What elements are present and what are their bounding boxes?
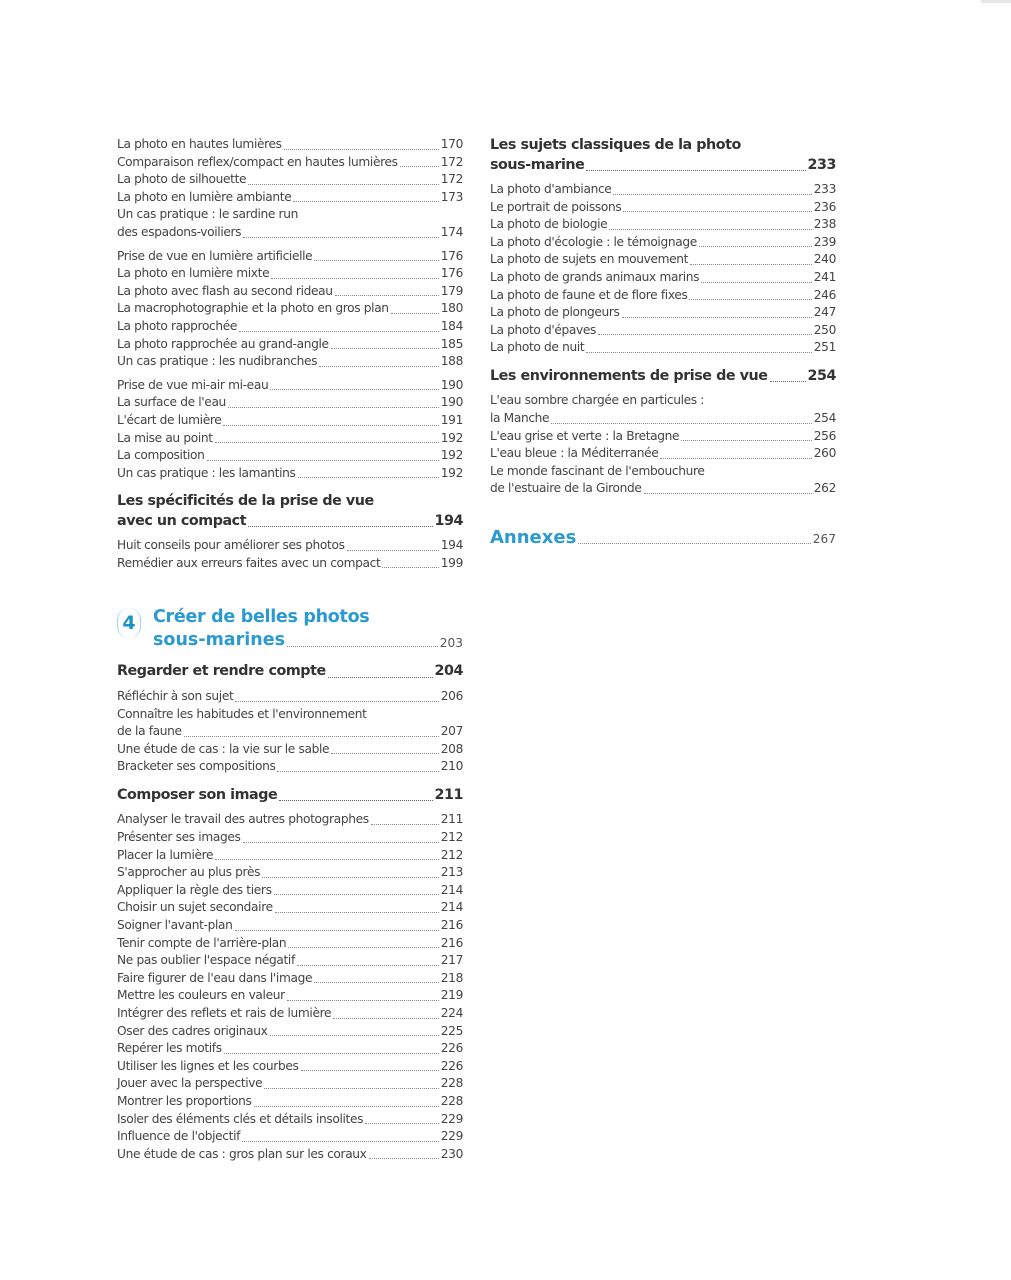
toc-group <box>117 688 463 776</box>
dot-leader <box>551 423 812 424</box>
page-number: 229 <box>440 1111 463 1126</box>
page-number: 246 <box>813 287 836 302</box>
toc-entry <box>490 304 836 322</box>
dot-leader <box>622 317 812 318</box>
page-number: 219 <box>440 988 463 1003</box>
page-number: 180 <box>440 301 463 316</box>
dot-leader <box>297 965 439 966</box>
page-number: 251 <box>813 340 836 355</box>
toc-entry-title: Soigner l'avant-plan <box>117 918 233 932</box>
toc-entry-title: La photo de grands animaux marins <box>490 269 700 284</box>
toc-entry-title-line: Le monde fascinant de l'embouchure <box>490 463 705 478</box>
page-number: 254 <box>813 411 836 426</box>
toc-section-heading <box>490 136 836 175</box>
dot-leader <box>347 550 439 551</box>
page-number: 194 <box>440 538 463 553</box>
page-number: 226 <box>440 1041 463 1056</box>
toc-entry-title: Huit conseils pour améliorer ses photos <box>117 538 345 553</box>
toc-entry <box>117 1058 463 1076</box>
toc-entry-title-line: Un cas pratique : le sardine run <box>117 207 298 222</box>
toc-entry <box>117 136 463 154</box>
toc-entry <box>117 206 463 241</box>
dot-leader <box>301 1070 439 1071</box>
toc-entry <box>117 1023 463 1041</box>
dot-leader <box>254 1106 439 1107</box>
page-number: 192 <box>440 448 463 463</box>
page-number: 224 <box>440 1005 463 1020</box>
toc-entry-title: Mettre les couleurs en valeur <box>117 988 285 1003</box>
toc-entry-title: Prise de vue en lumière artificielle <box>117 248 313 263</box>
toc-entry-title: La photo de plongeurs <box>490 305 620 320</box>
toc-entry-title: La photo de nuit <box>490 340 585 355</box>
toc-entry-title: Intégrer des reflets et rais de lumière <box>117 1005 332 1020</box>
annexes-entry <box>490 526 836 550</box>
dot-leader <box>288 947 439 948</box>
dot-leader <box>270 1035 439 1036</box>
toc-entry <box>117 882 463 900</box>
toc-entry <box>117 917 463 935</box>
page-number: 239 <box>813 234 836 249</box>
toc-entry <box>490 463 836 498</box>
dot-leader <box>623 211 811 212</box>
toc-group <box>117 811 463 1163</box>
toc-entry-title: Bracketer ses compositions <box>117 759 276 774</box>
dot-leader <box>369 1158 439 1159</box>
toc-section-heading <box>490 367 836 387</box>
annexes-title: Annexes <box>490 527 577 548</box>
toc-entry <box>490 251 836 269</box>
toc-entry <box>117 394 463 412</box>
toc-entry-title: Les environnements de prise de vue <box>490 367 768 384</box>
dot-leader <box>235 701 438 702</box>
toc-entry <box>490 181 836 199</box>
page-number: 206 <box>440 688 463 703</box>
toc-entry-title: La photo de biologie <box>490 217 608 232</box>
toc-entry <box>117 318 463 336</box>
dot-leader <box>335 295 439 296</box>
page-number: 225 <box>440 1023 463 1038</box>
toc-section-heading <box>117 786 463 806</box>
dot-leader <box>400 166 439 167</box>
dot-leader <box>609 229 811 230</box>
toc-entry-title: La photo en lumière ambiante <box>117 189 292 204</box>
toc-entry <box>117 537 463 555</box>
toc-entry <box>117 1111 463 1129</box>
toc-group <box>117 377 463 483</box>
toc-entry <box>117 935 463 953</box>
dot-leader <box>235 930 439 931</box>
toc-entry-title: Regarder et rendre compte <box>117 663 326 680</box>
dot-leader <box>264 1088 438 1089</box>
chapter-heading <box>117 606 463 652</box>
toc-entry <box>490 199 836 217</box>
toc-entry-title: Un cas pratique : les nudibranches <box>117 354 318 369</box>
dot-leader <box>275 912 439 913</box>
toc-entry <box>490 445 836 463</box>
toc-entry-title: Comparaison reflex/compact en hautes lumières <box>117 154 398 169</box>
toc-entry <box>117 811 463 829</box>
page-number: 218 <box>440 970 463 985</box>
toc-section-heading <box>117 662 463 682</box>
dot-leader <box>586 352 812 353</box>
page-number: 214 <box>440 900 463 915</box>
toc-entry-title: L'eau bleue : la Méditerranée <box>490 446 659 461</box>
toc-entry-title: Influence de l'objectif <box>117 1129 241 1144</box>
page-number: 260 <box>813 446 836 461</box>
page-number: 214 <box>440 882 463 897</box>
toc-entry-title: Tenir compte de l'arrière-plan <box>117 935 287 950</box>
page-number: 241 <box>813 269 836 284</box>
toc-entry <box>117 847 463 865</box>
page-number: 173 <box>440 189 463 204</box>
dot-leader <box>331 753 439 754</box>
dot-leader <box>284 149 439 150</box>
dot-leader <box>279 800 432 801</box>
dot-leader <box>365 1123 439 1124</box>
toc-entry-title: La mise au point <box>117 430 213 445</box>
page-number: 240 <box>813 252 836 267</box>
toc-entry-title: Repérer les motifs <box>117 1041 222 1056</box>
page-number: 192 <box>440 430 463 445</box>
toc-entry-title: Présenter ses images <box>117 830 241 845</box>
page-number: 184 <box>440 318 463 333</box>
toc-entry <box>117 430 463 448</box>
toc-entry-title: Jouer avec la perspective <box>117 1076 263 1091</box>
toc-entry-title: Placer la lumière <box>117 847 214 862</box>
toc-entry-title: la Manche <box>490 411 550 426</box>
toc-entry <box>117 741 463 759</box>
page-number: 190 <box>440 377 463 392</box>
dot-leader <box>287 1000 439 1001</box>
toc-entry-title-line: Les spécificités de la prise de vue <box>117 493 374 510</box>
dot-leader <box>371 824 439 825</box>
dot-leader <box>598 334 812 335</box>
toc-entry-title: Analyser le travail des autres photographes <box>117 812 369 827</box>
toc-group <box>490 181 836 357</box>
dot-leader <box>293 201 438 202</box>
toc-entry-title: Ne pas oublier l'espace négatif <box>117 953 295 968</box>
toc-entry-title: Choisir un sujet secondaire <box>117 900 273 915</box>
toc-section-entry <box>117 492 463 531</box>
toc-entry-title: La photo avec flash au second rideau <box>117 283 333 298</box>
page-number: 172 <box>440 172 463 187</box>
page-number: 228 <box>440 1076 463 1091</box>
toc-entry <box>117 688 463 706</box>
dot-leader <box>689 299 811 300</box>
toc-entry <box>117 952 463 970</box>
toc-entry-title: La photo rapprochée <box>117 318 238 333</box>
toc-entry <box>117 829 463 847</box>
dot-leader <box>270 389 438 390</box>
toc-entry <box>117 758 463 776</box>
page-number: 192 <box>440 465 463 480</box>
dot-leader <box>184 736 439 737</box>
page-number: 212 <box>440 847 463 862</box>
toc-entry-title: de la faune <box>117 724 182 739</box>
dot-leader <box>224 1053 439 1054</box>
toc-entry-title: Le portrait de poissons <box>490 199 622 214</box>
dot-leader <box>328 677 433 678</box>
page-edge-marker <box>981 0 1011 3</box>
dot-leader <box>215 442 439 443</box>
page-number: 211 <box>440 812 463 827</box>
page-number: 188 <box>440 354 463 369</box>
dot-leader <box>391 313 439 314</box>
page-number: 256 <box>813 428 836 443</box>
toc-entry <box>490 269 836 287</box>
toc-entry-title: Utiliser les lignes et les courbes <box>117 1058 299 1073</box>
toc-section-entry <box>490 136 836 175</box>
toc-entry-title: La photo d'écologie : le témoignage <box>490 234 697 249</box>
dot-leader <box>274 894 439 895</box>
page-number: 203 <box>439 636 463 651</box>
toc-entry <box>117 706 463 741</box>
toc-entry-title: S'approcher au plus près <box>117 865 261 880</box>
toc-entry-title: L'eau grise et verte : la Bretagne <box>490 428 680 443</box>
page-number: 250 <box>813 322 836 337</box>
page-number: 190 <box>440 395 463 410</box>
toc-entry <box>117 987 463 1005</box>
page-number: 216 <box>440 918 463 932</box>
page-number: 207 <box>440 724 463 739</box>
toc-group <box>490 392 836 498</box>
toc-entry-title: Une étude de cas : la vie sur le sable <box>117 741 330 756</box>
dot-leader <box>248 184 439 185</box>
toc-entry <box>117 1093 463 1111</box>
toc-entry <box>117 377 463 395</box>
dot-leader <box>242 1141 439 1142</box>
page-number: 191 <box>440 412 463 427</box>
toc-entry-title-line: Les sujets classiques de la photo <box>490 137 741 153</box>
dot-leader <box>215 859 439 860</box>
toc-section-entry <box>117 662 463 682</box>
toc-entry <box>117 1075 463 1093</box>
page-number: 216 <box>440 935 463 950</box>
page-number: 238 <box>813 217 836 232</box>
dot-leader <box>314 982 439 983</box>
page-number: 267 <box>812 532 836 546</box>
dot-leader <box>319 366 439 367</box>
page-number: 254 <box>807 367 836 384</box>
toc-entry-title: La photo d'épaves <box>490 322 597 337</box>
toc-entry-title: Isoler des éléments clés et détails insolites <box>117 1111 364 1126</box>
dot-leader <box>660 458 811 459</box>
toc-group <box>117 136 463 242</box>
page-number: 233 <box>813 182 836 196</box>
page-number: 199 <box>440 555 463 570</box>
toc-group <box>117 537 463 572</box>
page-number: 226 <box>440 1058 463 1073</box>
chapter-title-line: Créer de belles photos <box>153 607 370 628</box>
toc-section-entry <box>117 786 463 806</box>
toc-entry-title: Une étude de cas : gros plan sur les coraux <box>117 1146 367 1161</box>
dot-leader <box>382 567 438 568</box>
page-number: 179 <box>440 283 463 298</box>
toc-section-heading <box>117 492 463 531</box>
page-number: 228 <box>440 1093 463 1108</box>
toc-group <box>117 248 463 371</box>
dot-leader <box>223 425 438 426</box>
page-number: 172 <box>440 154 463 169</box>
toc-entry <box>117 300 463 318</box>
page-number: 236 <box>813 199 836 214</box>
toc-entry-title: Faire figurer de l'eau dans l'image <box>117 970 313 985</box>
toc-entry-title: Composer son image <box>117 786 278 803</box>
toc-entry-title: La composition <box>117 448 205 463</box>
toc-entry <box>117 336 463 354</box>
dot-leader <box>298 477 439 478</box>
page-number: 204 <box>434 663 463 680</box>
toc-entry <box>490 428 836 446</box>
toc-entry <box>490 287 836 305</box>
toc-entry-title: La photo de silhouette <box>117 172 247 187</box>
toc-entry-title-line: Connaître les habitudes et l'environnement <box>117 706 367 721</box>
toc-right-column <box>490 136 836 550</box>
toc-entry <box>490 234 836 252</box>
toc-entry <box>490 392 836 427</box>
toc-entry <box>117 412 463 430</box>
toc-entry <box>117 248 463 266</box>
toc-entry <box>117 1040 463 1058</box>
page-number: 210 <box>440 759 463 774</box>
toc-entry-title: Un cas pratique : les lamantins <box>117 465 296 480</box>
toc-entry-title: La photo de faune et de flore fixes <box>490 287 688 302</box>
toc-entry-title: sous-marine <box>490 156 585 173</box>
page-number: 176 <box>440 248 463 263</box>
page-number: 208 <box>440 741 463 756</box>
toc-entry-title: Remédier aux erreurs faites avec un compact <box>117 555 381 570</box>
toc-entry-title: La photo rapprochée au grand-angle <box>117 336 329 351</box>
page-number: 230 <box>440 1146 463 1161</box>
dot-leader <box>262 877 439 878</box>
toc-entry-title: de l'estuaire de la Gironde <box>490 481 642 496</box>
page-number: 174 <box>440 224 463 239</box>
toc-entry <box>490 216 836 234</box>
toc-entry-title: La photo d'ambiance <box>490 182 612 196</box>
dot-leader <box>207 460 439 461</box>
page-number: 213 <box>440 865 463 880</box>
toc-section-entry <box>490 367 836 387</box>
toc-entry <box>117 353 463 371</box>
toc-entry <box>117 1128 463 1146</box>
toc-entry-title: Oser des cadres originaux <box>117 1023 268 1038</box>
toc-entry <box>117 1005 463 1023</box>
dot-leader <box>243 842 439 843</box>
dot-leader <box>243 237 439 238</box>
dot-leader <box>277 771 438 772</box>
page-number: 194 <box>434 512 463 529</box>
toc-entry <box>117 899 463 917</box>
dot-leader <box>644 493 812 494</box>
toc-entry-title: La photo en hautes lumières <box>117 137 282 151</box>
dot-leader <box>248 526 432 527</box>
toc-entry <box>117 283 463 301</box>
page-number: 185 <box>440 336 463 351</box>
page-number: 176 <box>440 266 463 281</box>
dot-leader <box>331 348 439 349</box>
dot-leader <box>239 331 439 332</box>
page-number: 211 <box>434 786 463 803</box>
toc-entry <box>117 555 463 573</box>
page-number: 217 <box>440 953 463 968</box>
dot-leader <box>770 381 806 382</box>
toc-entry-title: Appliquer la règle des tiers <box>117 882 272 897</box>
toc-entry <box>490 322 836 340</box>
page-number: 212 <box>440 830 463 845</box>
toc-entry <box>117 189 463 207</box>
toc-entry-title: avec un compact <box>117 512 247 529</box>
toc-entry-title: des espadons-voiliers <box>117 224 242 239</box>
toc-entry-title: Montrer les proportions <box>117 1093 252 1108</box>
dot-leader <box>613 194 811 195</box>
dot-leader <box>699 246 812 247</box>
page-number: 229 <box>440 1129 463 1144</box>
toc-entry <box>117 265 463 283</box>
toc-entry <box>117 447 463 465</box>
toc-entry <box>117 864 463 882</box>
page-number: 170 <box>440 137 463 151</box>
dot-leader <box>701 282 812 283</box>
page-number: 247 <box>813 305 836 320</box>
toc-entry-title: La macrophotographie et la photo en gros plan <box>117 301 389 316</box>
dot-leader <box>333 1018 439 1019</box>
dot-leader <box>314 260 438 261</box>
dot-leader <box>586 170 805 171</box>
dot-leader <box>287 646 438 647</box>
toc-entry-title: Prise de vue mi-air mi-eau <box>117 377 269 392</box>
toc-entry <box>117 465 463 483</box>
toc-entry <box>490 339 836 357</box>
toc-entry <box>117 171 463 189</box>
toc-entry <box>117 1146 463 1164</box>
page-number: 262 <box>813 481 836 496</box>
dot-leader <box>271 278 439 279</box>
chapter-number-badge: 4 <box>117 608 141 638</box>
dot-leader <box>681 440 812 441</box>
dot-leader <box>690 264 812 265</box>
toc-entry-title: La photo en lumière mixte <box>117 266 270 281</box>
toc-entry-title: La surface de l'eau <box>117 395 226 410</box>
toc-entry <box>117 154 463 172</box>
dot-leader <box>228 407 439 408</box>
dot-leader <box>578 543 810 544</box>
page-number: 233 <box>807 156 836 173</box>
toc-entry-title: La photo de sujets en mouvement <box>490 252 689 267</box>
toc-left-column <box>117 136 463 1163</box>
toc-entry <box>117 970 463 988</box>
toc-entry-title-line: L'eau sombre chargée en particules : <box>490 393 705 408</box>
toc-entry-title: L'écart de lumière <box>117 412 222 427</box>
chapter-title-line: sous-marines <box>153 630 285 651</box>
toc-entry-title: Réfléchir à son sujet <box>117 688 234 703</box>
